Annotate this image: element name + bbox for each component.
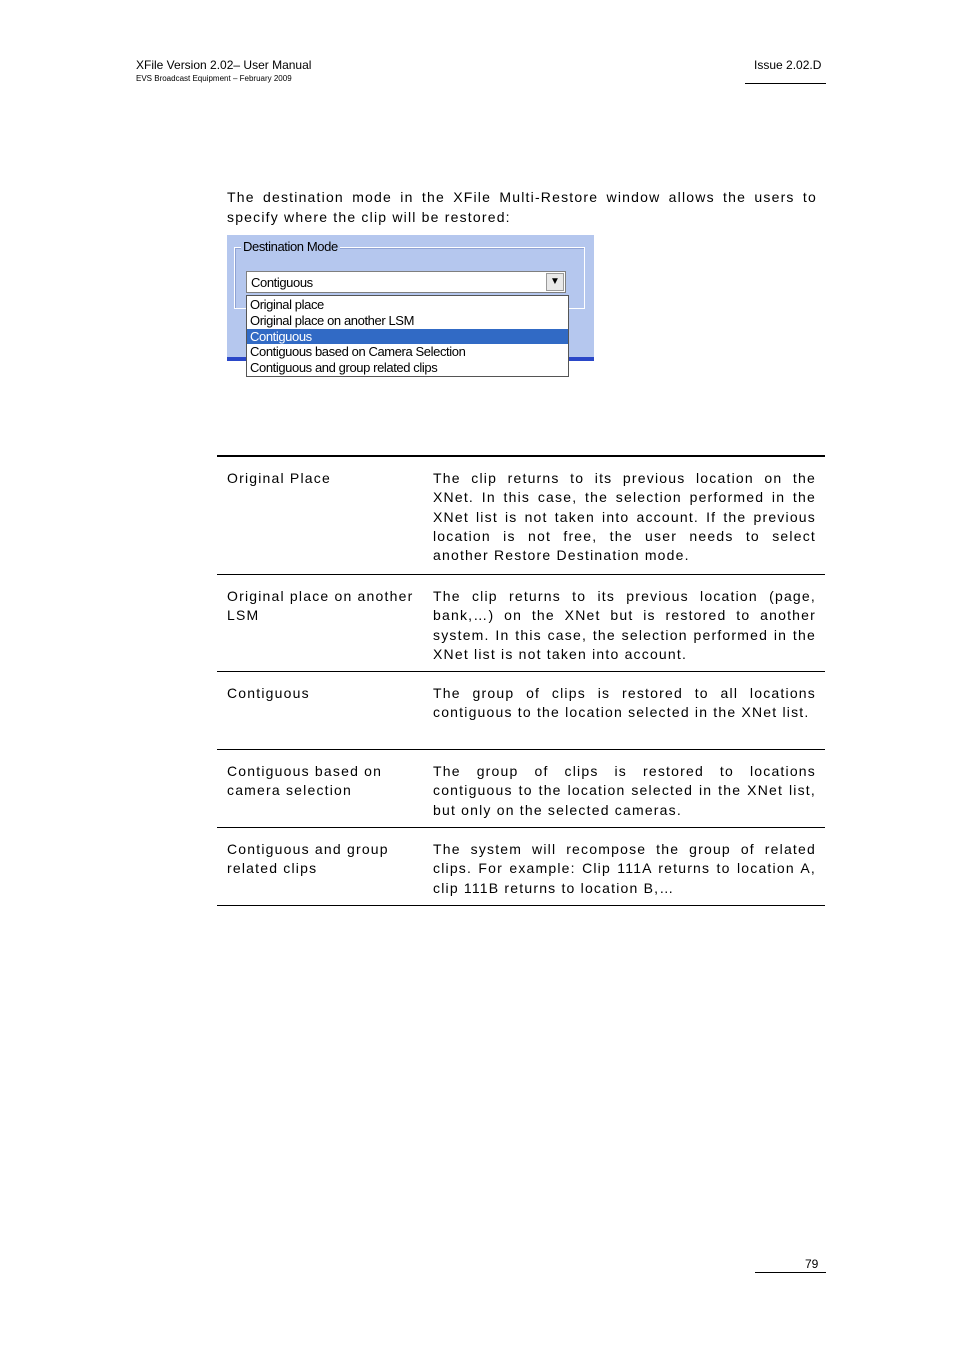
combo-value: Contiguous — [251, 275, 313, 290]
option-contiguous-group-related[interactable]: Contiguous and group related clips — [250, 360, 438, 376]
manual-title: XFile Version 2.02– User Manual — [136, 58, 312, 72]
dropdown-button[interactable] — [546, 273, 564, 291]
group-label: Destination Mode — [243, 239, 338, 254]
footer-rule — [755, 1272, 826, 1273]
chevron-down-icon: ▼ — [550, 276, 560, 287]
mode-description: The system will recompose the group of related clips. For example: Clip 111A returns to location A, clip 111B returns to location B,… — [433, 841, 816, 896]
table-row — [217, 457, 825, 575]
mode-name: Contiguous based on camera selection — [227, 763, 383, 799]
mode-name: Contiguous and group related clips — [227, 841, 389, 877]
table-row — [217, 828, 825, 906]
option-original-place[interactable]: Original place — [250, 297, 324, 312]
mode-description: The clip returns to its previous location (page, bank,…) on the XNet but is restored to another system. In this case, the selection performed in the XNet list is not taken into account. — [433, 588, 816, 662]
header-rule — [745, 83, 826, 84]
destination-mode-combo[interactable] — [246, 271, 566, 293]
destination-modes-table — [217, 455, 825, 906]
mode-name: Original Place — [227, 470, 331, 486]
mode-description: The group of clips is restored to all locations contiguous to the location selected in the XNet list. — [433, 685, 816, 721]
destination-mode-dropdown[interactable] — [246, 295, 569, 377]
mode-description: The group of clips is restored to locations contiguous to the location selected in the XNet list, but only on the selected cameras. — [433, 763, 816, 818]
table-row — [217, 750, 825, 828]
option-original-place-another-lsm[interactable]: Original place on another LSM — [250, 312, 415, 328]
mode-description: The clip returns to its previous location on the XNet. In this case, the selection performed in the XNet list is not taken into account. If the previous location is not free, the user needs to select another Restore Destination mode. — [433, 470, 816, 564]
option-contiguous-camera-selection[interactable]: Contiguous based on Camera Selection — [250, 344, 466, 360]
option-contiguous[interactable]: Contiguous — [247, 329, 568, 345]
mode-name: Original place on another LSM — [227, 588, 414, 624]
issue-number: Issue 2.02.D — [754, 58, 822, 72]
table-row — [217, 575, 825, 672]
page-number: 79 — [805, 1257, 819, 1271]
table-row — [217, 672, 825, 750]
intro-paragraph: The destination mode in the XFile Multi-Restore window allows the users to specify where the clip will be restored: — [227, 189, 817, 225]
mode-name: Contiguous — [227, 685, 310, 701]
manual-subtitle: EVS Broadcast Equipment – February 2009 — [136, 74, 292, 83]
